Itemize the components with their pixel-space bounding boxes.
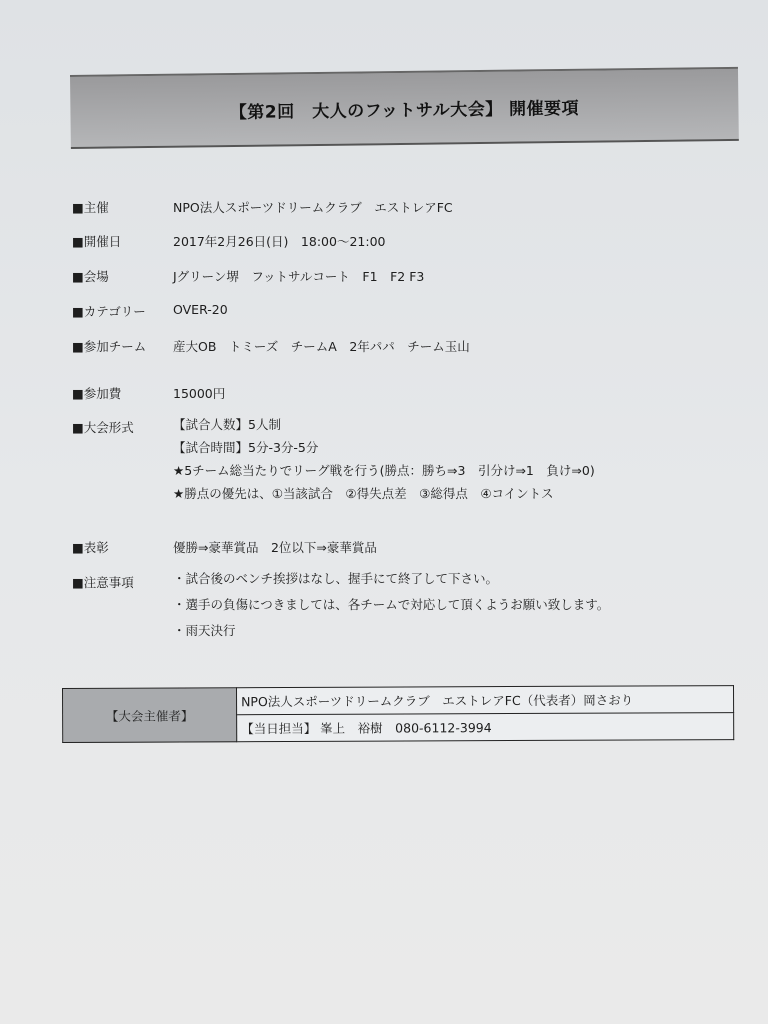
teams-value: 産大OB トミーズ チームA 2年パパ チーム玉山 [173,339,470,354]
format-label: ■大会形式 [72,420,134,435]
organizer-label: 【大会主催者】 [63,688,237,743]
organizer-line-1: NPO法人スポーツドリームクラブ エストレアFC（代表者）岡さおり [237,686,734,715]
note-line: ・試合後のベンチ挨拶はなし、握手にて終了して下さい。 [173,571,499,586]
format-line: 【試合時間】5分-3分-5分 [173,440,319,455]
award-value: 優勝⇒豪華賞品 2位以下⇒豪華賞品 [173,540,377,555]
category-label: ■カテゴリー [72,304,146,319]
venue-value: Jグリーン堺 フットサルコート F1 F2 F3 [173,269,425,284]
title-band [70,67,739,149]
note-line: ・選手の負傷につきましては、各チームで対応して頂くようお願い致します。 [173,597,610,612]
fee-value: 15000円 [173,386,226,401]
award-label: ■表彰 [72,540,109,555]
teams-label: ■参加チーム [72,339,147,354]
format-line: 【試合人数】5人制 [173,417,281,432]
host-label: ■主催 [72,200,109,215]
venue-label: ■会場 [72,269,109,284]
notes-lines [173,566,609,644]
format-line: ★勝点の優先は、①当該試合 ②得失点差 ③総得点 ④コイントス [173,486,554,501]
organizer-table [62,685,734,743]
note-line: ・雨天決行 [173,623,236,638]
organizer-line-2: 【当日担当】 峯上 裕樹 080-6112-3994 [237,713,734,742]
category-value: OVER-20 [173,302,228,317]
date-value: 2017年2月26日(日) 18:00～21:00 [173,234,386,249]
format-lines [173,413,595,505]
format-line: ★5チーム総当たりでリーグ戦を行う(勝点：勝ち⇒3 引分け⇒1 負け⇒0) [173,463,595,478]
host-value: NPO法人スポーツドリームクラブ エストレアFC [173,200,453,215]
date-label: ■開催日 [72,234,122,249]
document-title: 【第2回 大人のフットサル大会】 開催要項 [229,98,580,123]
notes-label: ■注意事項 [72,575,134,590]
fee-label: ■参加費 [72,386,122,401]
